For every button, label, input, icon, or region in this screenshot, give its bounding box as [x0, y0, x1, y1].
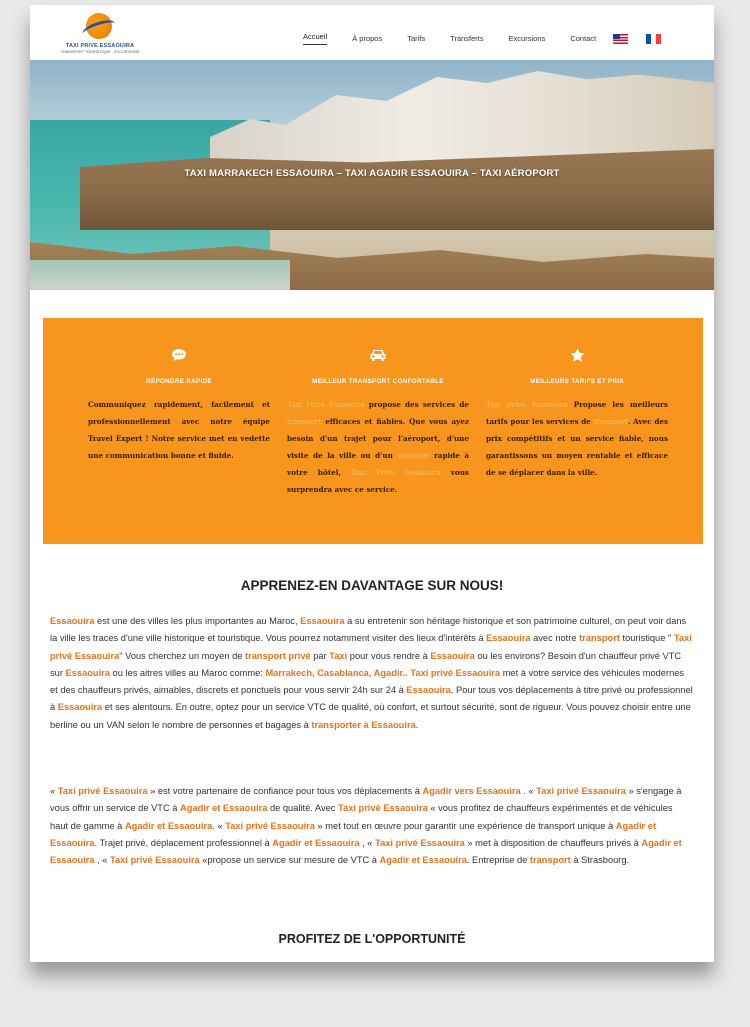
paragraph-text: «propose un service sur mesure de VTC à: [199, 855, 380, 866]
paragraph-text: pour vous rendre à: [347, 650, 431, 661]
paragraph-text: est une des villes les plus importantes au Maroc,: [94, 616, 301, 626]
paragraph-text: , «: [359, 837, 376, 848]
highlight-link[interactable]: transport privé: [245, 650, 311, 661]
site-logo[interactable]: [60, 11, 140, 57]
paragraph-text: touristique ": [619, 633, 674, 644]
highlight-link[interactable]: Agadir et Essaouira: [180, 803, 268, 814]
paragraph-text: . «: [520, 786, 537, 796]
paragraph-text: » est votre partenaire de confiance pour tous vos déplacements à: [147, 786, 423, 796]
nav-a-propos[interactable]: À propos: [352, 34, 383, 43]
highlight-link[interactable]: Taxi privé Essaouira: [410, 667, 501, 678]
highlight-link[interactable]: Taxi privé Essaouira: [375, 837, 465, 848]
highlight-link[interactable]: transport: [529, 855, 571, 866]
feature-highlight[interactable]: transport: [593, 417, 628, 426]
highlight-link[interactable]: Agadir et Essaouira: [50, 820, 657, 848]
feature-text-part: Propose les meilleurs tarifs pour les services de: [486, 400, 668, 426]
feature-text-part: efficaces et fiables. Que vous ayez besoin d'un trajet pour l'aéroport, d'une visite de la ville ou d'un: [287, 417, 469, 460]
paragraph-text: » met tout en œuvre pour garantir une expérience de transport unique à: [314, 820, 616, 831]
highlight-link[interactable]: Agadir et Essaouira: [50, 837, 682, 866]
paragraph-text: ou les environs? Besoin d'un chauffeur privé VTC sur: [50, 650, 682, 678]
hero-caption: TAXI MARRAKECH ESSAOUIRA – TAXI AGADIR ESSAOUIRA – TAXI AÉROPORT: [184, 168, 560, 179]
highlight-link[interactable]: Essaouira: [57, 702, 103, 713]
hero-banner: [30, 60, 714, 290]
features-box: [43, 318, 703, 544]
paragraph-text: met à votre service des véhicules modernes et des chauffeurs privés, aimables, discrets et ponctuels pour vous servir 24h sur 24 à: [50, 667, 685, 696]
highlight-link[interactable]: Agadir vers Essaouira: [422, 786, 521, 796]
feature-highlight[interactable]: transport: [287, 417, 322, 426]
feature-text: Communiquez rapidement, facilement et professionnellement avec notre équipe Travel Expert ! Notre service met en vedette une communication bonne et fluide.: [88, 400, 270, 460]
main-nav: [303, 32, 661, 45]
feature-title: RÉPONDRE RAPIDE: [146, 378, 212, 385]
feature-highlight[interactable]: Taxi Prive Essaouira: [351, 468, 441, 477]
paragraph-text: à Strasbourg.: [570, 855, 630, 866]
paragraph-text: par: [310, 650, 330, 661]
nav-accueil[interactable]: Accueil: [303, 32, 327, 45]
paragraph-text: de qualité. Avec: [267, 803, 339, 814]
paragraph-text: . Entreprise de: [466, 855, 530, 866]
about-title: APPRENEZ-EN DAVANTAGE SUR NOUS!: [240, 578, 504, 593]
profitez-title: PROFITEZ DE L'OPPORTUNITÉ: [278, 932, 466, 946]
paragraph-text: . Trajet privé, déplacement professionnel à: [94, 837, 273, 848]
highlight-link[interactable]: Agadir et Essaouira: [272, 837, 360, 848]
paragraph-text: . Pour tous vos déplacements à titre privé ou professionnel à: [50, 685, 693, 713]
paragraph-text: , «: [94, 855, 110, 866]
highlight-link[interactable]: Marrakech, Casablanca, Agadir..: [265, 667, 408, 678]
paragraph-text: a su entretenir son héritage historique et son patrimoine culturel, on peut voir dans la ville les traces d'une ville historique et touristique. Vous pourrez notamment visiter des lieux d'intérêts à: [50, 616, 687, 644]
nav-excursions[interactable]: Excursions: [508, 34, 546, 43]
feature-text-part: vous surprendra avec ce service.: [287, 468, 469, 494]
highlight-link[interactable]: Essaouira: [430, 650, 475, 661]
paragraph-text: «: [214, 820, 226, 831]
feature-highlight[interactable]: transfert: [397, 451, 430, 460]
paragraph-text: avec notre: [530, 633, 580, 644]
nav-transferts[interactable]: Transferts: [450, 34, 484, 43]
highlight-link[interactable]: transport: [579, 633, 620, 644]
highlight-link[interactable]: Taxi privé Essaouira: [50, 633, 692, 661]
us-flag-icon[interactable]: [613, 34, 628, 44]
car-icon: [369, 348, 387, 362]
highlight-link[interactable]: transporter à Essaouira: [311, 719, 416, 730]
feature-title: MEILLEURS TARIFS ET PRIX: [530, 378, 624, 385]
highlight-link[interactable]: Essaouira: [50, 616, 95, 626]
paragraph-text: «: [50, 786, 58, 796]
chat-icon: [170, 348, 188, 362]
logo-mark-icon: [86, 13, 112, 39]
paragraph-text: » met à disposition de chauffeurs privés à: [464, 837, 642, 848]
paragraph-text: « vous profitez de chauffeurs expérimentés et de véhicules haut de gamme à: [50, 803, 673, 831]
about-paragraph-2: [50, 783, 693, 869]
page: [30, 5, 714, 962]
feature-text-part: propose des services de: [364, 400, 469, 409]
paragraph-text: ou les aitres villes au Maroc comme:: [109, 667, 266, 678]
fr-flag-icon[interactable]: [646, 34, 661, 44]
paragraph-text: " Vous cherchez un moyen de: [119, 650, 246, 661]
highlight-link[interactable]: Taxi privé Essaouira: [225, 820, 315, 831]
logo-subtitle: TRANSPORT TOURISTIQUE - EXCURSIONS: [60, 50, 140, 54]
feature-text: [486, 396, 668, 481]
about-paragraph-1: [50, 613, 693, 734]
highlight-link[interactable]: Taxi privé Essaouira: [57, 786, 148, 796]
nav-contact[interactable]: Contact: [570, 34, 597, 43]
highlight-link[interactable]: Taxi privé Essaouira: [536, 786, 626, 796]
feature-text: [287, 396, 469, 498]
feature-highlight[interactable]: Taxi prive Essaouira: [486, 400, 568, 409]
highlight-link[interactable]: Essaouira: [65, 667, 110, 678]
highlight-link[interactable]: Taxi privé Essaouira: [338, 803, 428, 814]
nav-tarifs[interactable]: Tarifs: [407, 34, 426, 43]
highlight-link[interactable]: Essaouira: [300, 616, 345, 626]
feature-text-part: rapide à votre hôtel,: [287, 451, 469, 477]
highlight-link[interactable]: Agadir et Essaouira.: [124, 820, 215, 831]
highlight-link[interactable]: Agadir et Essaouira: [379, 855, 467, 866]
feature-title: MEILLEUR TRANSPORT CONFORTABLE: [312, 378, 444, 385]
site-header: [30, 5, 714, 60]
logo-title: TAXI PRIVE ESSAOUIRA: [65, 43, 135, 49]
paragraph-text: et ses alentours. En outre, optez pour un service VTC de qualité, où confort, et surtout sécurité, sont de rigueur. Vous pouvez choisir entre une berline ou un VAN selon le nombre de personnes et bagages à: [50, 702, 691, 730]
highlight-link[interactable]: Essaouira: [406, 685, 451, 696]
feature-highlight[interactable]: Taxi Prive Essaouira: [287, 400, 365, 409]
star-icon: [568, 348, 586, 362]
hero-foam: [30, 260, 290, 290]
highlight-link[interactable]: Taxi: [329, 650, 348, 661]
highlight-link[interactable]: Taxi privé Essaouira: [109, 855, 200, 866]
highlight-link[interactable]: Essaouira: [486, 633, 531, 644]
feature-text-part: . Avec des prix compétitifs et un service fiable, nous garantissons un moyen rentable et efficace de se déplacer dans la ville.: [486, 417, 669, 477]
paragraph-text: .: [415, 719, 419, 730]
paragraph-text: » s'engage à vous offrir un service de VTC à: [50, 786, 682, 814]
